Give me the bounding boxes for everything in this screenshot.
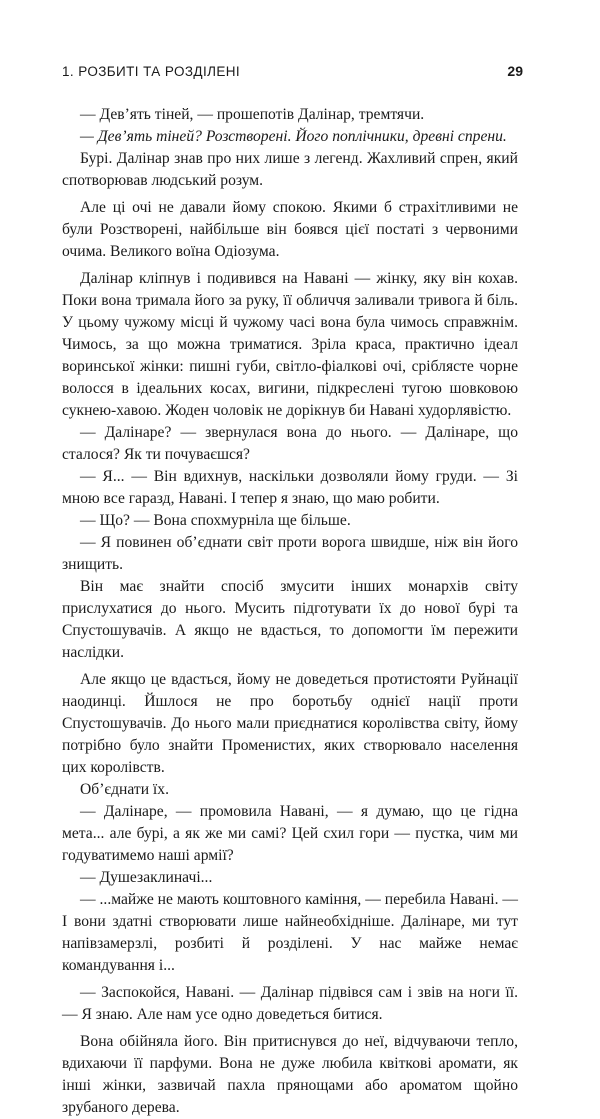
- paragraph: — Дев’ять тіней, — прошепотів Далінар, тремтячи.: [80, 106, 425, 123]
- page-number: 29: [507, 63, 523, 79]
- paragraph: Він має знайти спосіб змусити інших монархів світу прислухатися до нього. Мусить підготувати їх до нової бурі та Спустошувачів. А якщо не вдасться, то допомогти їм пережити наслідки.: [62, 578, 518, 661]
- running-header: [62, 63, 523, 79]
- paragraph: Далінар кліпнув і подивився на Навані — жінку, яку він кохав. Поки вона тримала його за руку, її обличчя заливали тривога й біль. У цьому чужому місці й чужому часі вона була чимось справжнім. Чимось, за що можна триматися. Зріла краса, практично ідеал воринської жінки: пишні губи, світло-фіалкові очі, сріблясте чорне волосся в ідеальних косах, вигини, підкреслені тугою шовковою сукнею-хавою. Жоден чоловік не дорікнув би Навані худорлявістю.: [62, 270, 518, 419]
- paragraph: — Що? — Вона спохмурніла ще більше.: [80, 512, 351, 529]
- paragraph: Але ці очі не давали йому спокою. Якими б страхітливими не були Розстворені, найбільше він боявся цієї постаті з червоними очима. Великого воїна Одіозума.: [62, 199, 518, 260]
- paragraph: Але якщо це вдасться, йому не доведеться протистояти Руйнації наодинці. Йшлося не про боротьбу однієї нації проти Спустошувачів. До нього мали приєднатися королівства світу, йому потрібно було знайти Променистих, яких створювало населення цих королівств.: [62, 671, 518, 776]
- chapter-title: 1. РОЗБИТІ ТА РОЗДІЛЕНІ: [62, 64, 241, 79]
- paragraph: — Далінаре, — промовила Навані, — я думаю, що це гідна мета... але бурі, а як же ми самі? Цей схил гори — пустка, чим ми годуватимемо наші армії?: [62, 803, 518, 864]
- paragraph: — Далінаре? — звернулася вона до нього. — Далінаре, що сталося? Як ти почуваєшся?: [62, 424, 518, 463]
- paragraph: — Дев’ять тіней? Розстворені. Його поплічники, древні спрени.: [80, 128, 507, 145]
- paragraph: Вона обійняла його. Він притиснувся до неї, відчуваючи тепло, вдихаючи її парфуми. Вона не дуже любила квіткові аромати, як інші жінки, зазвичай пахла прянощами або ароматом щойно зрубаного дерева.: [62, 1033, 518, 1116]
- paragraph: — Заспокойся, Навані. — Далінар підвівся сам і звів на ноги її. — Я знаю. Але нам усе одно доведеться битися.: [62, 984, 518, 1023]
- paragraph: — ...майже не мають коштовного каміння, — перебила Навані. — І вони здатні створювати лише найнеобхідніше. Далінаре, ми тут напівзамерзлі, розбиті й розділені. У нас майже немає командування і...: [62, 891, 518, 974]
- paragraph: — Душезаклиначі...: [80, 869, 213, 886]
- body-text: [62, 104, 518, 1119]
- paragraph: Бурі. Далінар знав про них лише з легенд. Жахливий спрен, який спотворював людський розум.: [62, 150, 518, 189]
- paragraph: — Я повинен об’єднати світ проти ворога швидше, ніж він його знищить.: [62, 534, 518, 573]
- paragraph: Об’єднати їх.: [80, 781, 169, 798]
- paragraph: — Я... — Він вдихнув, наскільки дозволяли йому груди. — Зі мною все гаразд, Навані. І тепер я знаю, що маю робити.: [62, 468, 518, 507]
